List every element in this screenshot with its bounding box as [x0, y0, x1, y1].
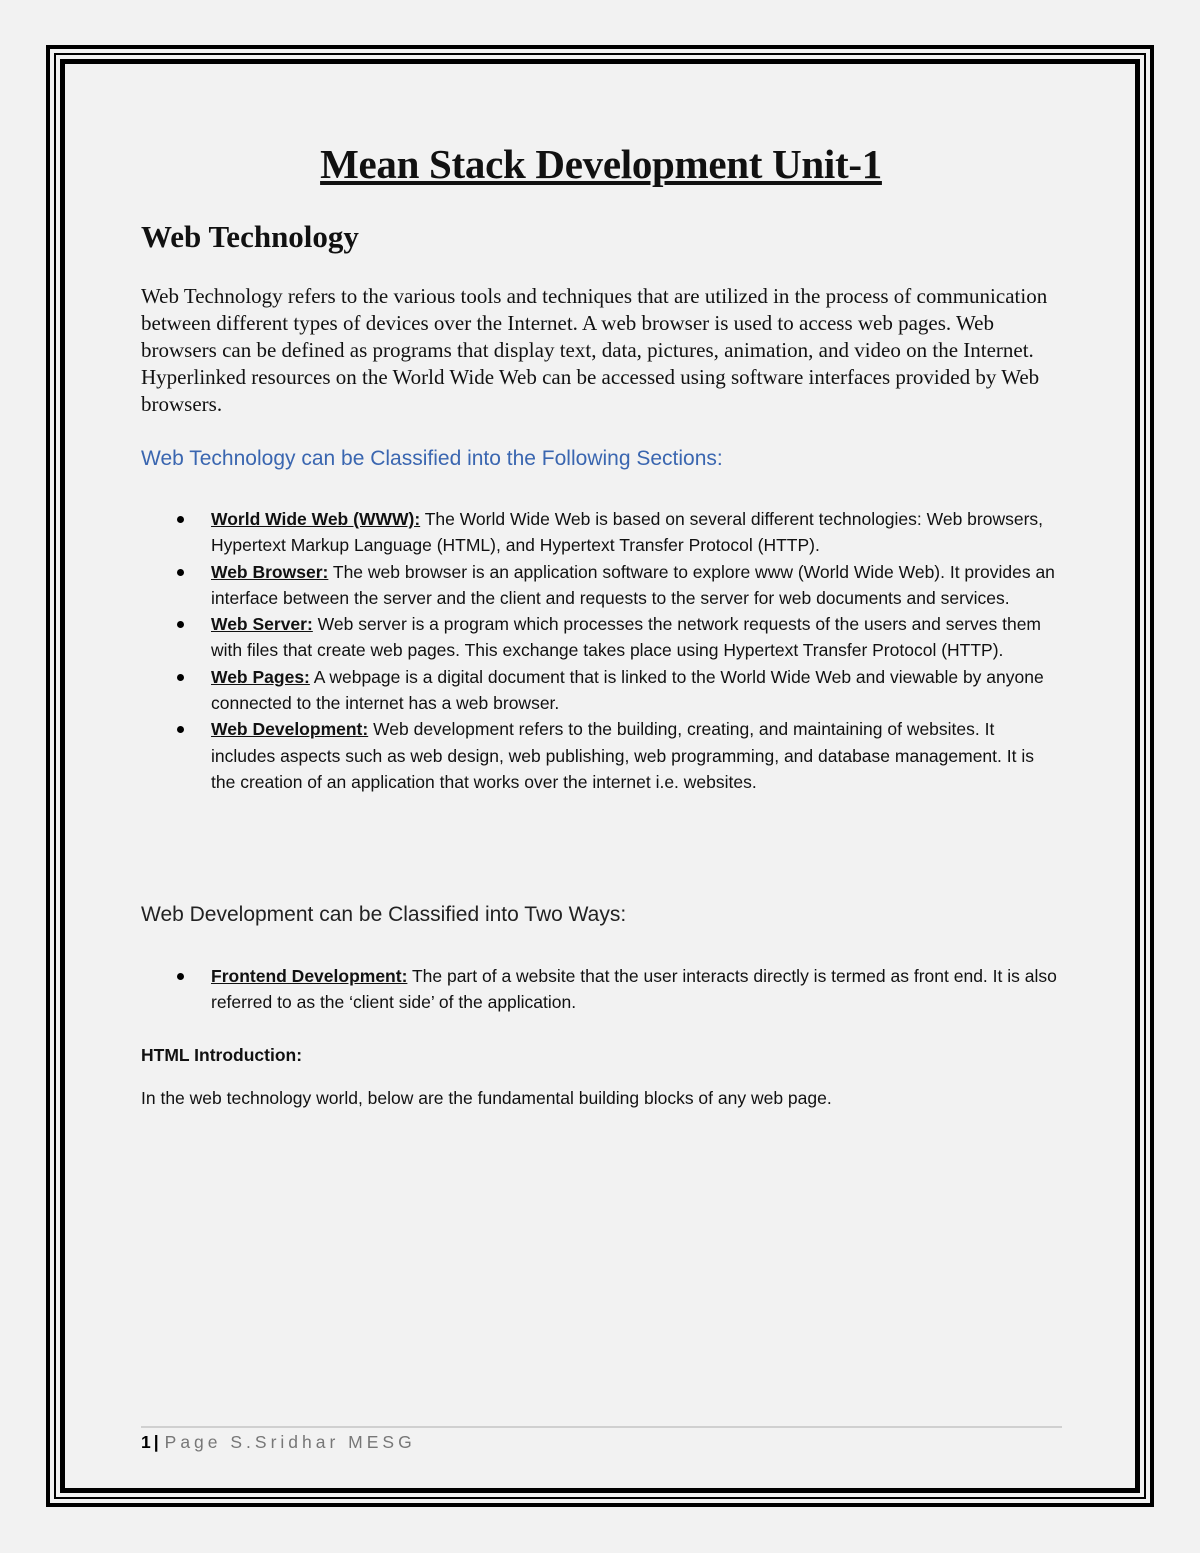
list-item-term: Web Development: [211, 719, 369, 740]
list-item-term: World Wide Web (WWW): [211, 509, 421, 529]
list-item-text: The part of a website that the user interacts directly is termed as front end. It is also referred to as the ‘client side’ of the application. [211, 966, 1057, 1013]
list-item-term: Web Pages: [211, 666, 310, 687]
list-item [141, 559, 1061, 612]
list-item [141, 506, 1061, 559]
footer-text: Page S.Sridhar MESG [164, 1432, 416, 1452]
list-item-term: Web Browser: [211, 561, 329, 582]
list-item-term: Frontend Development: [211, 966, 408, 986]
html-paragraph: In the web technology world, below are the fundamental building blocks of any web page. [141, 1088, 832, 1108]
html-heading: HTML Introduction: [141, 1045, 303, 1065]
intro-paragraph: Web Technology refers to the various tools and techniques that are utilized in the process of communication between different types of devices over the Internet. A web browser is used to access web pages. Web browsers can be defined as programs that display text, data, pictures, animation, and video on the Internet. Hyperlinked resources on the World Wide Web can be accessed using software interfaces provided by Web browsers. [141, 284, 1048, 416]
list-item-term: Web Server: [211, 614, 313, 635]
list-item-text: The World Wide Web is based on several different technologies: Web browsers, Hypertext Markup Language (HTML), and Hypertext Transfer Protocol (HTTP). [211, 509, 1044, 556]
dev-heading: Web Development can be Classified into Two Ways: [141, 903, 627, 926]
list-item [141, 611, 1061, 664]
list-item [141, 963, 1061, 1016]
document-title: Mean Stack Development Unit-1 [320, 141, 882, 187]
list-item [141, 664, 1061, 717]
page-footer [141, 1432, 416, 1453]
list-item-text: The web browser is an application software to explore www (World Wide Web). It provides an interface between the server and the client and requests to the server for web documents and services. [211, 561, 1055, 608]
section-heading: Web Technology [141, 219, 359, 254]
list-item-text: Web server is a program which processes the network requests of the users and serves them with files that create web pages. This exchange takes place using Hypertext Transfer Protocol (HTTP). [211, 614, 1042, 661]
list-item [141, 716, 1061, 795]
dev-ways-list [141, 963, 1061, 1016]
footer-divider [141, 1426, 1062, 1428]
page-number: 1 [141, 1432, 151, 1452]
list-item-text: Web development refers to the building, creating, and maintaining of websites. It includes aspects such as web design, web publishing, web programming, and database management. It is the creation of an application that works over the internet i.e. websites. [211, 719, 1034, 792]
classification-heading: Web Technology can be Classified into the Following Sections: [141, 447, 723, 470]
sections-list [141, 506, 1061, 795]
list-item-text: A webpage is a digital document that is linked to the World Wide Web and viewable by anyone connected to the internet has a web browser. [211, 666, 1044, 714]
footer-separator: | [153, 1432, 159, 1452]
